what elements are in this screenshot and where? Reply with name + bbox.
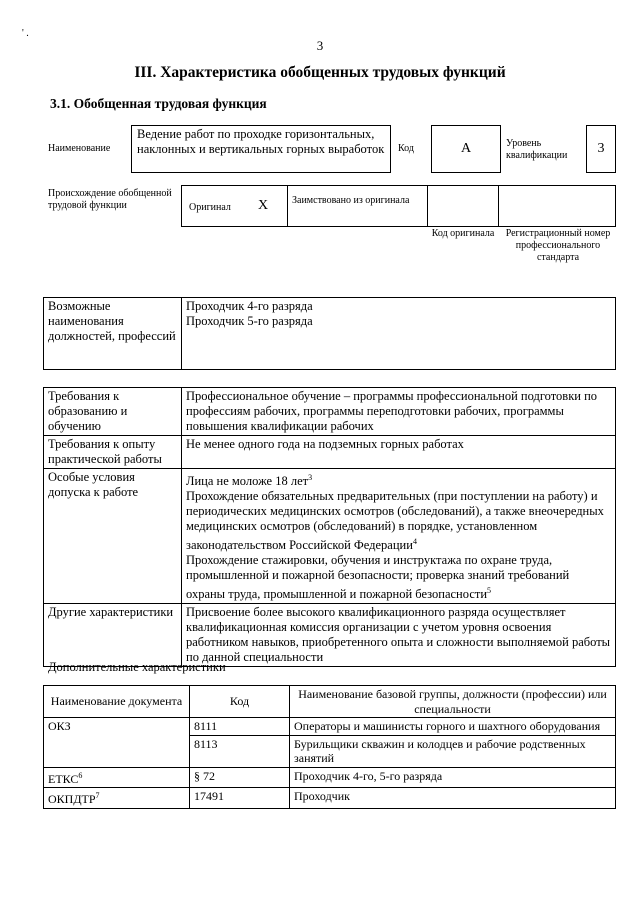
header-document: Наименование документа bbox=[44, 686, 190, 718]
doc-cell: ЕТКС$^6$ bbox=[44, 767, 190, 788]
borrowed-label: Заимствовано из оригинала bbox=[292, 195, 410, 206]
positions-row bbox=[44, 298, 616, 370]
name-cell: Проходчик bbox=[290, 788, 616, 809]
subsection-title: 3.1. Обобщенная трудовая функция bbox=[50, 96, 267, 111]
origin-divider-1 bbox=[287, 185, 288, 227]
requirement-row bbox=[44, 388, 616, 436]
requirement-row bbox=[44, 436, 616, 469]
positions-values bbox=[182, 298, 616, 370]
positions-label: Возможные наименования должностей, профессий bbox=[44, 298, 182, 370]
doc-cell bbox=[44, 735, 190, 767]
reg-number-caption: Регистрационный номер профессионального стандарта bbox=[505, 228, 611, 263]
table-row bbox=[44, 718, 616, 736]
code-cell: 17491 bbox=[190, 788, 290, 809]
req-value-other: Присвоение более высокого квалификационного разряда осуществляет квалификационная комиссия организации с учетом уровня освоения работником навыков, приобретенного опыта и сложности выполняемой работы по данной специальности bbox=[182, 604, 616, 667]
requirement-row bbox=[44, 604, 616, 667]
condition-line: Прохождение обязательных предварительных (при поступлении на работу) и периодических медицинских осмотров (обследований), а также внеочередных медицинских осмотров (обследований) в порядке, установленном законодательством Российской Федерации$^4$ bbox=[186, 489, 604, 553]
original-label: Оригинал bbox=[189, 202, 231, 213]
req-label-conditions: Особые условия допуска к работе bbox=[44, 469, 182, 604]
req-label-education: Требования к образованию и обучению bbox=[44, 388, 182, 436]
req-value-experience: Не менее одного года на подземных горных работах bbox=[182, 436, 616, 469]
footnote-ref: 7 bbox=[95, 791, 100, 800]
origin-label: Происхождение обобщенной трудовой функции bbox=[48, 188, 172, 211]
requirement-row bbox=[44, 469, 616, 604]
footnote-ref: 4 bbox=[412, 537, 417, 547]
code-cell: § 72 bbox=[190, 767, 290, 788]
origin-divider-3 bbox=[498, 185, 499, 227]
requirements-table bbox=[43, 387, 616, 667]
doc-cell: ОКПДТР$^7$ bbox=[44, 788, 190, 809]
scan-marks: ' . bbox=[22, 28, 29, 39]
position-item: Проходчик 4-го разряда bbox=[186, 299, 313, 313]
name-cell: Операторы и машинисты горного и шахтного оборудования bbox=[290, 718, 616, 736]
code-original-caption: Код оригинала bbox=[431, 228, 495, 239]
footnote-ref: 6 bbox=[78, 770, 83, 780]
page-number: 3 bbox=[316, 38, 324, 53]
position-item: Проходчик 5-го разряда bbox=[186, 314, 313, 328]
req-label-other: Другие характеристики bbox=[44, 604, 182, 667]
additional-table bbox=[43, 685, 616, 809]
code-cell: 8111 bbox=[190, 718, 290, 736]
header-code: Код bbox=[190, 686, 290, 718]
additional-title: Дополнительные характеристики bbox=[48, 660, 226, 674]
function-name: Ведение работ по проходке горизонтальных, наклонных и вертикальных горных выработок bbox=[137, 127, 385, 156]
condition-line: Лица не моложе 18 лет$^3$ bbox=[186, 473, 313, 489]
req-value-conditions bbox=[182, 469, 616, 604]
code-label: Код bbox=[398, 143, 414, 154]
level-box bbox=[586, 125, 616, 173]
function-name-box bbox=[131, 125, 391, 173]
footnote-ref: 3 bbox=[308, 473, 313, 482]
original-mark: X bbox=[258, 198, 269, 213]
origin-divider-2 bbox=[427, 185, 428, 227]
table-row bbox=[44, 788, 616, 809]
header-name: Наименование базовой группы, должности (профессии) или специальности bbox=[290, 686, 616, 718]
table-row bbox=[44, 735, 616, 767]
name-label: Наименование bbox=[48, 143, 111, 154]
name-cell: Проходчик 4-го, 5-го разряда bbox=[290, 767, 616, 788]
condition-line: Прохождение стажировки, обучения и инструктажа по охране труда, промышленной и пожарной безопасности; проверка знаний требований охраны труда, промышленной и пожарной безопасности$^5$ bbox=[186, 553, 570, 602]
req-label-experience: Требования к опыту практической работы bbox=[44, 436, 182, 469]
additional-header-row bbox=[44, 686, 616, 718]
code-value: А bbox=[460, 141, 472, 157]
req-value-education: Профессиональное обучение – программы профессиональной подготовки по профессиям рабочих, программы переподготовки рабочих, программы повышения квалификации рабочих bbox=[182, 388, 616, 436]
name-cell: Бурильщики скважин и колодцев и рабочие родственных занятий bbox=[290, 735, 616, 767]
level-label: Уровень квалификации bbox=[506, 138, 568, 161]
doc-cell: ОКЗ bbox=[44, 718, 190, 736]
level-value: 3 bbox=[597, 141, 605, 157]
positions-table bbox=[43, 297, 616, 370]
table-row bbox=[44, 767, 616, 788]
code-box bbox=[431, 125, 501, 173]
section-title: III. Характеристика обобщенных трудовых функций bbox=[134, 64, 506, 81]
code-cell: 8113 bbox=[190, 735, 290, 767]
footnote-ref: 5 bbox=[487, 586, 492, 596]
